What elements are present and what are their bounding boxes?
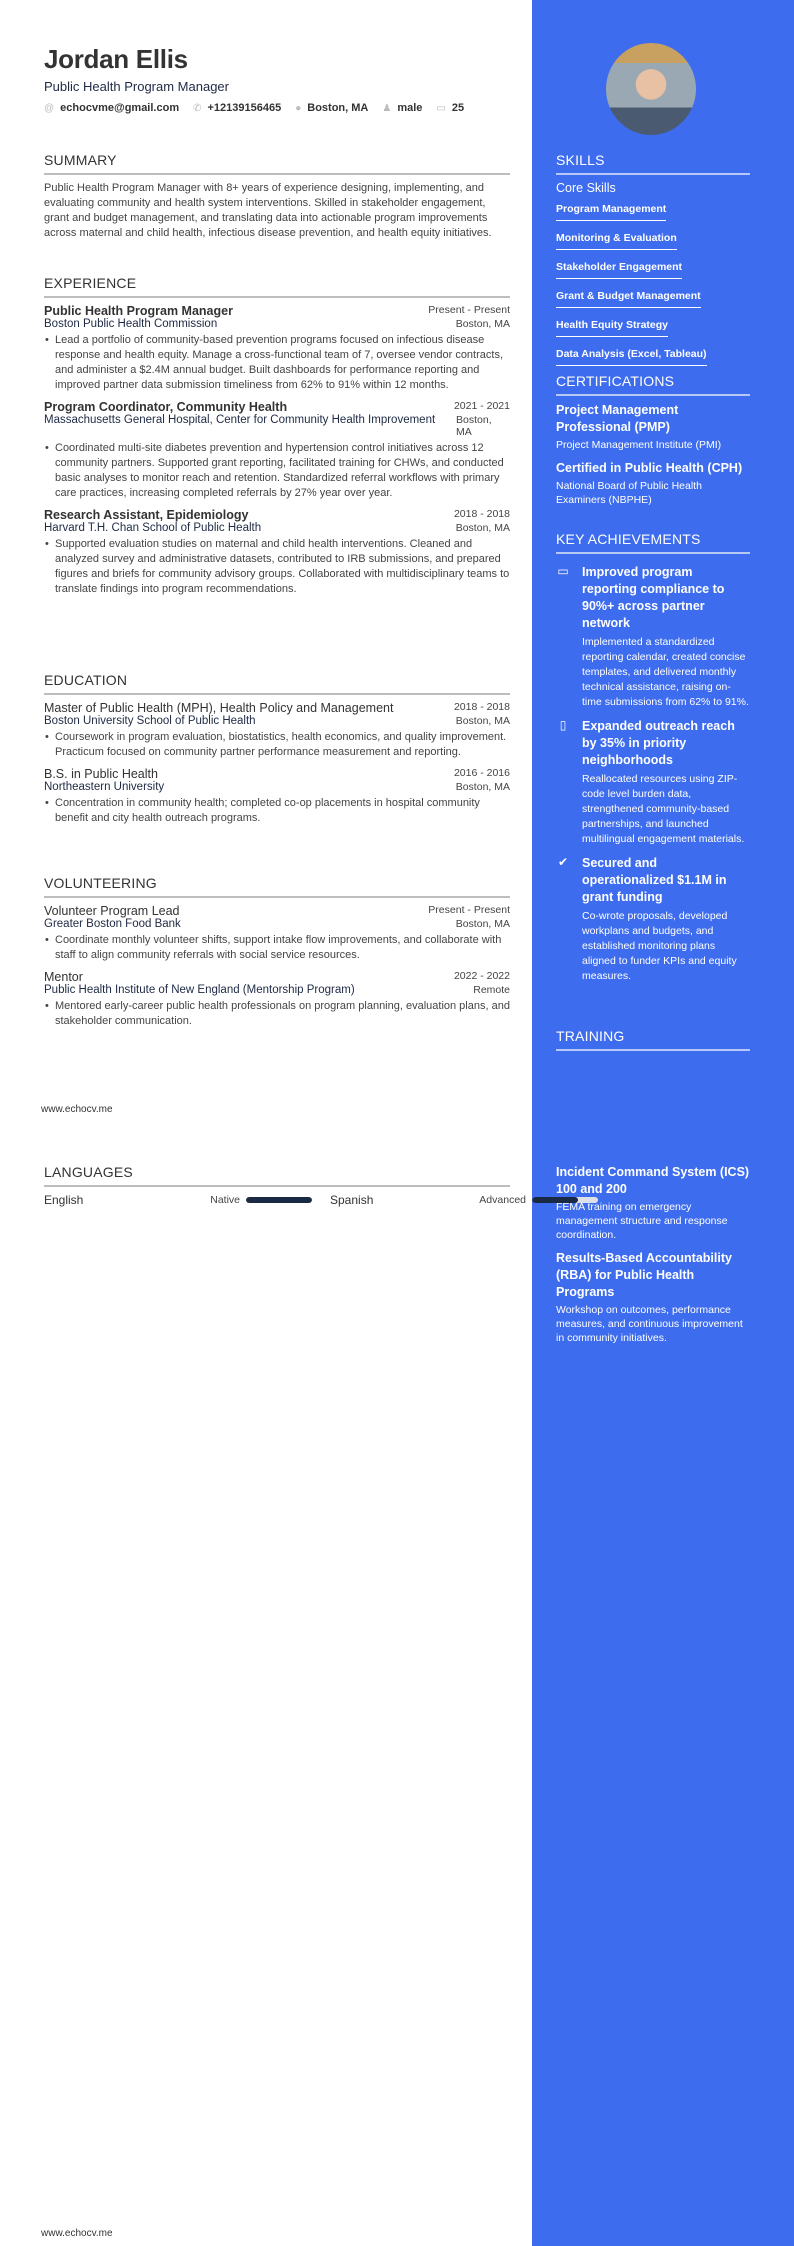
skill-row: [556, 257, 750, 286]
section-heading: CERTIFICATIONS: [556, 373, 750, 396]
entry-date: 2018 - 2018: [453, 701, 510, 713]
phone-icon: ✆: [193, 102, 202, 114]
section-heading: LANGUAGES: [44, 1164, 510, 1187]
entry-header: [44, 767, 510, 781]
entry-date: Present - Present: [428, 904, 510, 916]
section-heading: TRAINING: [556, 1028, 750, 1051]
certifications-section: [556, 373, 750, 515]
achievements-section: [556, 531, 750, 992]
skill-item: Data Analysis (Excel, Tableau): [556, 348, 707, 366]
entry-title: Mentor: [44, 970, 83, 984]
bullet: • Concentration in community health; completed co-op placements in hospital community benefit and city health outreach programs.: [44, 796, 510, 826]
entry-bullets: [44, 537, 510, 597]
achievement-title: Expanded outreach reach by 35% in priority neighborhoods: [582, 719, 735, 767]
certification-issuer: National Board of Public Health Examiners (NBPHE): [556, 480, 702, 506]
language-item: [44, 1193, 312, 1207]
entry-bullets: [44, 999, 510, 1029]
entry-title: Research Assistant, Epidemiology: [44, 508, 249, 522]
entry-subheader: [44, 918, 510, 930]
name: Jordan Ellis: [44, 44, 188, 74]
skill-item: Monitoring & Evaluation: [556, 232, 677, 250]
location-icon: ●: [295, 102, 302, 114]
job-title: Public Health Program Manager: [44, 79, 229, 94]
bullet: • Lead a portfolio of community-based prevention programs focused on infectious disease response and health equity. Manage a cross-functional team of 7, oversee vendor contracts, and administer a $2.4M annual budget. Built dashboards for performance reporting and improved partner data submission timeliness from 62% to 91% within 12 months.: [44, 333, 510, 393]
certification-name: Project Management Professional (PMP): [556, 403, 679, 434]
entry-organization: Greater Boston Food Bank: [44, 918, 181, 930]
entry-organization: Massachusetts General Hospital, Center for Community Health Improvement: [44, 414, 436, 426]
bullet: • Mentored early-career public health professionals on program planning, evaluation plans, and stakeholder communication.: [44, 999, 510, 1029]
entry-subheader: [44, 414, 510, 438]
entry-subheader: [44, 984, 510, 996]
entry-bullets: [44, 730, 510, 760]
skill-row: [556, 344, 750, 373]
email[interactable]: echocvme@gmail.com: [60, 102, 180, 114]
entry-date: 2018 - 2018: [453, 508, 510, 520]
certification-issuer: Project Management Institute (PMI): [556, 439, 722, 451]
entry: [44, 508, 510, 597]
language-level: Native: [210, 1194, 240, 1206]
entry-subheader: [44, 522, 510, 534]
skill-item: Grant & Budget Management: [556, 290, 701, 308]
calendar-icon: ▭: [557, 564, 569, 578]
entry-subheader: [44, 715, 510, 727]
training-list: [556, 1164, 750, 1353]
bullet: • Coursework in program evaluation, biostatistics, health economics, and quality improvement. Practicum focused on community partner performance measurement and reporting.: [44, 730, 510, 760]
check-circle-icon: ✔: [557, 855, 569, 869]
entry-header: [44, 400, 510, 414]
phone-icon: ▯: [559, 718, 567, 732]
entry-header: [44, 970, 510, 984]
entry-title: Public Health Program Manager: [44, 304, 233, 318]
training-name: Incident Command System (ICS) 100 and 200: [556, 1165, 750, 1196]
footer-link[interactable]: www.echocv.me: [41, 2228, 113, 2239]
training-section: [556, 1028, 750, 1057]
entry-header: [44, 508, 510, 522]
training-name: Results-Based Accountability (RBA) for Public Health Programs: [556, 1251, 732, 1299]
contacts: [44, 102, 510, 114]
calendar-icon: ▭: [436, 102, 446, 114]
section-heading: VOLUNTEERING: [44, 875, 510, 898]
skill-row: [556, 228, 750, 257]
entry-bullets: [44, 441, 510, 501]
achievement-body: [582, 718, 750, 847]
location: Boston, MA: [307, 102, 369, 114]
entry-location: Boston, MA: [455, 918, 510, 930]
skill-row: [556, 315, 750, 344]
entry-location: Boston, MA: [455, 781, 510, 793]
skill-item: Health Equity Strategy: [556, 319, 668, 337]
training-description: FEMA training on emergency management structure and response coordination.: [556, 1201, 728, 1241]
entry-header: [44, 701, 510, 715]
entry-title: Volunteer Program Lead: [44, 904, 180, 918]
section-heading: EXPERIENCE: [44, 275, 510, 298]
achievement-item: [556, 564, 750, 710]
languages-section: [44, 1164, 526, 1207]
bullet: • Coordinate monthly volunteer shifts, support intake flow improvements, and collaborate with staff to align community referrals with social service resources.: [44, 933, 510, 963]
entry-bullets: [44, 796, 510, 826]
entry-organization: Boston Public Health Commission: [44, 318, 218, 330]
entry-date: 2021 - 2021: [453, 400, 510, 412]
training-description: Workshop on outcomes, performance measures, and continuous improvement in community initiatives.: [556, 1304, 743, 1344]
bullet: • Coordinated multi-site diabetes prevention and hypertension control initiatives across 12 community partners. Supported grant reporting, facilitated training for CHWs, and conducted basic analyses to monitor reach and retention. Standardized referral workflows with primary care practices, increasing completed referrals by 27% year over year.: [44, 441, 510, 501]
certification-name: Certified in Public Health (CPH): [556, 461, 743, 475]
entry-date: 2022 - 2022: [453, 970, 510, 982]
skills-section: [556, 152, 750, 373]
entry-organization: Public Health Institute of New England (Mentorship Program): [44, 984, 355, 996]
achievement-body: [582, 564, 750, 710]
achievement-description: Reallocated resources using ZIP-code level burden data, strengthened community-based partnerships, and launched multilingual engagement materials.: [582, 773, 745, 845]
achievement-item: [556, 855, 750, 984]
experience-section: [44, 275, 510, 604]
education-section: [44, 672, 510, 833]
avatar: [606, 43, 696, 135]
language-name: Spanish: [330, 1193, 374, 1207]
entry: [44, 767, 510, 826]
entry-header: [44, 304, 510, 318]
gender: male: [397, 102, 423, 114]
entry-location: Boston, MA: [455, 522, 510, 534]
summary-section: [44, 152, 510, 241]
skill-item: Program Management: [556, 203, 666, 221]
entry-subheader: [44, 781, 510, 793]
footer-link[interactable]: www.echocv.me: [41, 1104, 113, 1115]
section-heading: SKILLS: [556, 152, 750, 175]
achievement-description: Co-wrote proposals, developed workplans and budgets, and established monitoring plans aligned to funder KPIs and equity measures.: [582, 910, 737, 982]
proficiency-fill: [246, 1197, 312, 1203]
entry: [44, 304, 510, 393]
entry-location: Boston, MA: [455, 318, 510, 330]
skill-row: [556, 199, 750, 228]
achievement-item: [556, 718, 750, 847]
achievement-body: [582, 855, 750, 984]
entry-location: Remote: [473, 984, 510, 996]
section-heading: SUMMARY: [44, 152, 510, 175]
achievement-title: Improved program reporting compliance to 90%+ across partner network: [582, 565, 725, 630]
person-icon: ♟: [382, 102, 392, 114]
language-level: Advanced: [479, 1194, 526, 1206]
entry-date: Present - Present: [428, 304, 510, 316]
entry-bullets: [44, 933, 510, 963]
entry: [44, 970, 510, 1029]
phone[interactable]: +12139156465: [207, 102, 282, 114]
entry: [44, 701, 510, 760]
entry-organization: Northeastern University: [44, 781, 165, 793]
entry-organization: Boston University School of Public Health: [44, 715, 256, 727]
skill-group: Core Skills: [556, 181, 616, 195]
entry-location: Boston, MA: [456, 414, 492, 438]
skill-item: Stakeholder Engagement: [556, 261, 682, 279]
volunteering-section: [44, 875, 510, 1036]
entry-subheader: [44, 318, 510, 330]
section-heading: EDUCATION: [44, 672, 510, 695]
skill-row: [556, 286, 750, 315]
age: 25: [451, 102, 465, 114]
entry-header: [44, 904, 510, 918]
entry-bullets: [44, 333, 510, 393]
section-heading: KEY ACHIEVEMENTS: [556, 531, 750, 554]
header: [44, 44, 510, 114]
achievement-title: Secured and operationalized $1.1M in grant funding: [582, 856, 727, 904]
entry-date: 2016 - 2016: [453, 767, 510, 779]
entry: [44, 400, 510, 501]
language-name: English: [44, 1193, 84, 1207]
entry-title: B.S. in Public Health: [44, 767, 158, 781]
entry: [44, 904, 510, 963]
entry-location: Boston, MA: [455, 715, 510, 727]
summary-text: Public Health Program Manager with 8+ years of experience designing, implementing, and evaluating community and health system interventions. Skilled in stakeholder engagement, grant and budget management, and translating data into actionable program improvements across maternal and child health, infectious disease prevention, and health equity initiatives.: [44, 182, 492, 239]
achievement-description: Implemented a standardized reporting calendar, created concise templates, and delivered monthly technical assistance, raising on-time submissions from 62% to 91%.: [582, 636, 749, 708]
entry-title: Program Coordinator, Community Health: [44, 400, 288, 414]
at-icon: @: [44, 102, 55, 114]
proficiency-bar: [246, 1197, 312, 1203]
entry-organization: Harvard T.H. Chan School of Public Health: [44, 522, 262, 534]
bullet: • Supported evaluation studies on maternal and child health interventions. Cleaned and analyzed survey and administrative datasets, contributed to IRB submissions, and prepared figures and briefs for community advisory groups. Collaborated with multidisciplinary teams to translate findings into program recommendations.: [44, 537, 510, 597]
entry-title: Master of Public Health (MPH), Health Policy and Management: [44, 701, 394, 715]
